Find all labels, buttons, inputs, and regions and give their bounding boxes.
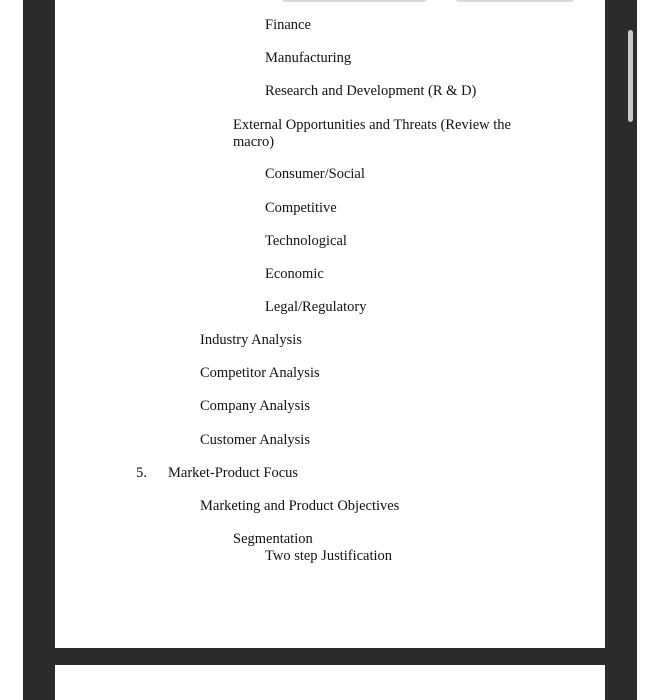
next-document-page [55,665,605,700]
outline-item-manufacturing: Manufacturing [265,50,352,66]
outline-item-two-step-justification: Two step Justification [265,548,393,564]
outline-item-legal-regulatory: Legal/Regulatory [265,299,367,315]
outline-item-consumer-social: Consumer/Social [265,166,365,182]
outline-item-competitor-analysis: Competitor Analysis [200,365,320,381]
outline-item-technological: Technological [265,233,347,249]
outline-item-economic: Economic [265,266,324,282]
outline-item-company-analysis: Company Analysis [200,398,310,414]
outline-item-marketing-objectives: Marketing and Product Objectives [200,498,400,514]
document-viewer [23,0,637,700]
toolbar-pill[interactable] [281,0,427,2]
outline-item-research-development: Research and Development (R & D) [265,83,477,99]
outline-item-segmentation: Segmentation [233,531,313,547]
toolbar-pill[interactable] [455,0,575,2]
outline-item-industry-analysis: Industry Analysis [200,332,302,348]
outline-item-customer-analysis: Customer Analysis [200,432,310,448]
document-page [55,0,605,648]
outline-item-market-product-focus: Market-Product Focus [168,465,299,481]
outline-item-competitive: Competitive [265,200,337,216]
outline-item-finance: Finance [265,17,311,33]
outline-item-external-opportunities: External Opportunities and Threats (Review the macro) [233,117,511,150]
scrollbar-thumb[interactable] [628,30,633,122]
outline-number: 5. [136,465,147,481]
